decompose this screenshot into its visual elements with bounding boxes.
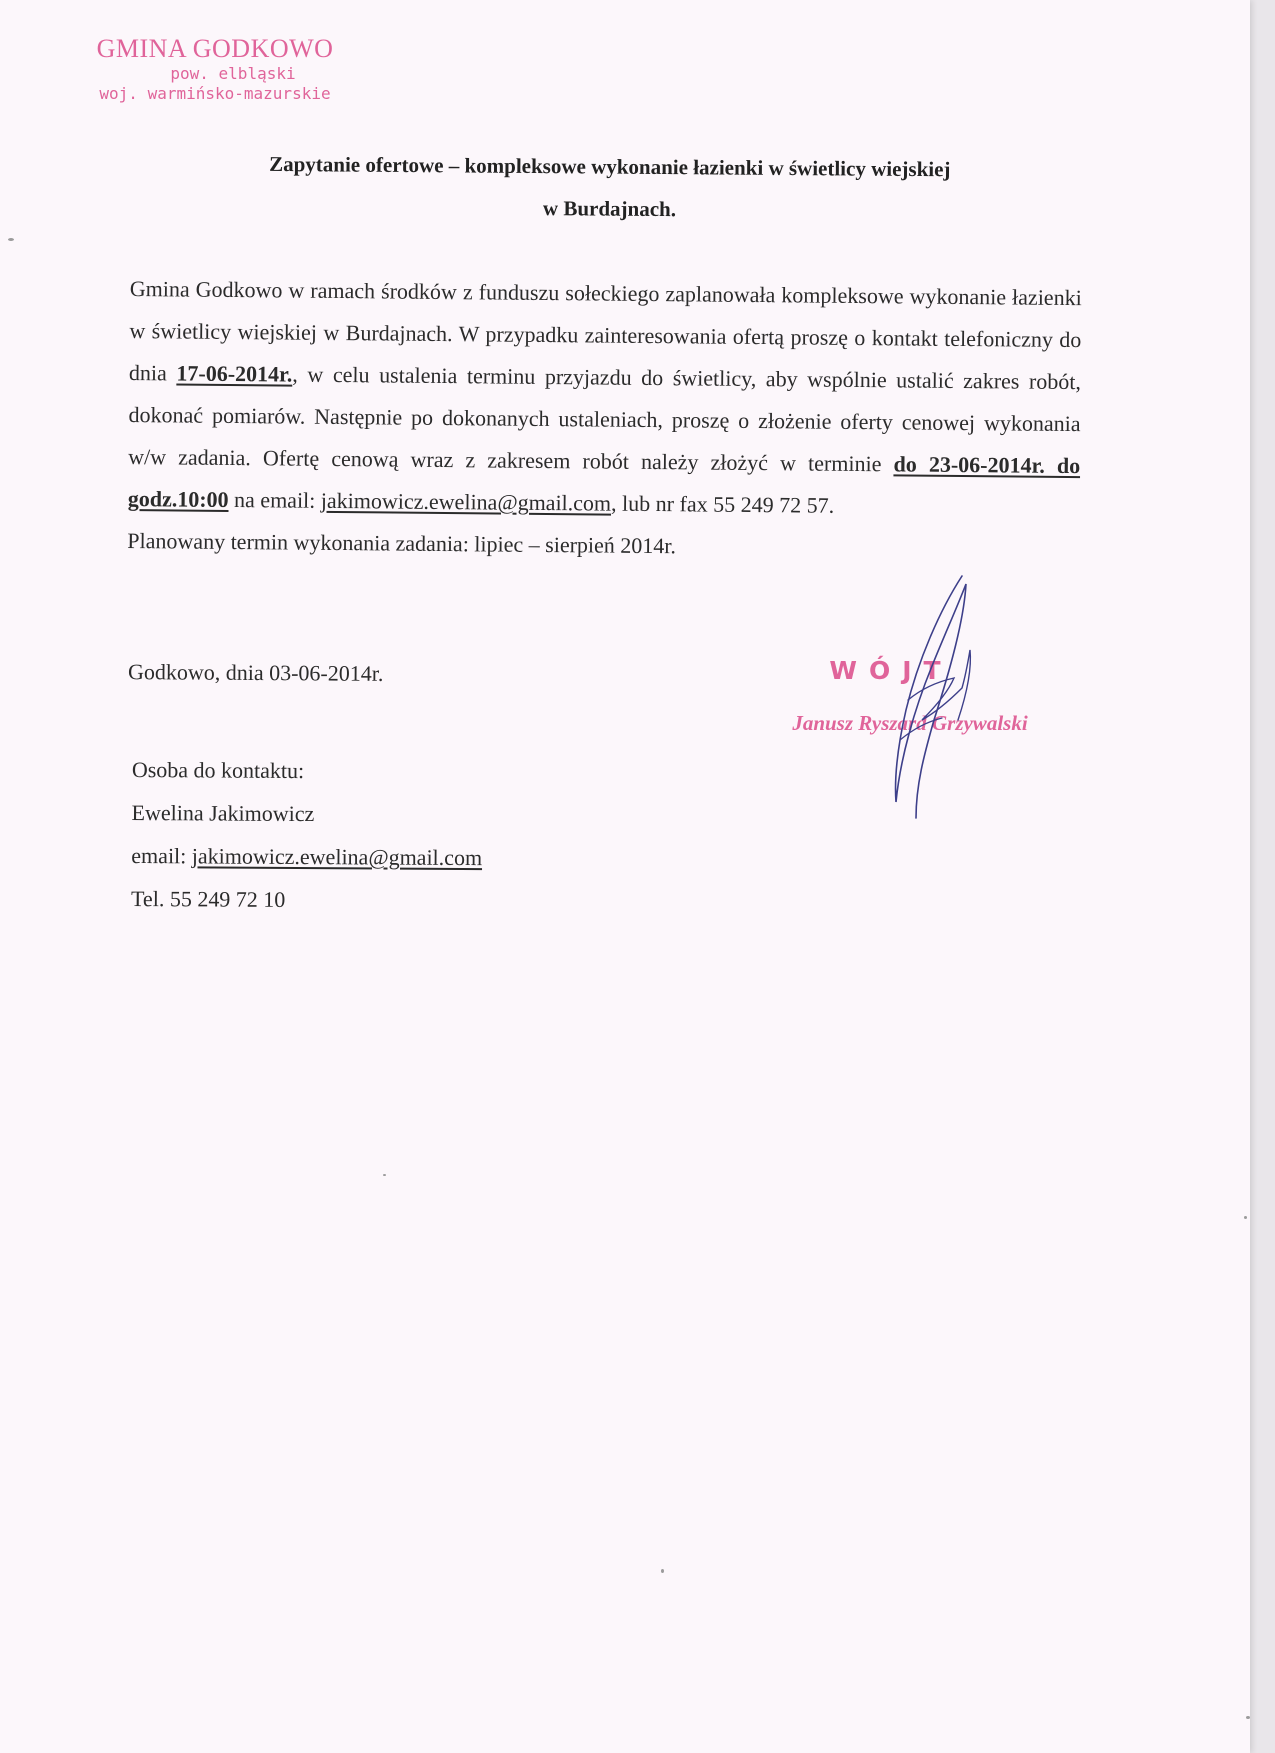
contact-phone: Tel. 55 249 72 10 — [131, 885, 286, 912]
scan-speck — [661, 1569, 664, 1573]
scan-speck — [8, 238, 14, 241]
title-line-1: Zapytanie ofertowe – kompleksowe wykonanie łazienki w świetlicy wiejskiej — [269, 151, 951, 182]
place-and-date: Godkowo, dnia 03-06-2014r. — [127, 659, 384, 686]
body-paragraph-2: Planowany termin wykonania zadania: lipiec – sierpień 2014r. — [127, 527, 677, 559]
contact-email-link[interactable]: jakimowicz.ewelina@gmail.com — [191, 843, 483, 871]
contact-deadline-date: 17-06-2014r. — [176, 360, 293, 387]
body-text-part-d: , lub nr fax 55 249 72 57. — [611, 490, 835, 518]
office-stamp-header — [80, 34, 350, 104]
contact-name: Ewelina Jakimowicz — [131, 799, 315, 827]
offer-email-link[interactable]: jakimowicz.ewelina@gmail.com — [320, 487, 612, 516]
document-title — [149, 142, 1070, 233]
contact-label: Osoba do kontaktu: — [131, 756, 305, 784]
offer-deadline: do 23-06-2014r. do godz.10:00 — [127, 451, 1081, 512]
contact-block — [131, 748, 483, 922]
stamp-name: Janusz Ryszard Grzywalski — [792, 711, 1028, 735]
stamp-voivodeship: woj. warmińsko-mazurskie — [99, 84, 331, 103]
scan-speck — [1244, 1216, 1247, 1219]
contact-email-line — [131, 834, 482, 879]
scan-speck — [1246, 1716, 1250, 1719]
stamp-municipality-name: GMINA GODKOWO — [96, 34, 334, 63]
title-line-2: w Burdajnach. — [542, 196, 677, 222]
document-body — [127, 268, 1082, 571]
body-text-part-b: , w celu ustalenia terminu przyjazdu do świetlicy, aby wspólnie ustalić zakres robót, dokonać pomiarów. Następnie po dokonanych ustaleniach, proszę o złożenie oferty cenowej wykonania w/w zadania. Ofertę cenową wraz z zakresem robót należy złożyć w terminie — [128, 361, 1082, 477]
body-text-part-c: na email: — [228, 486, 321, 513]
handwritten-signature — [870, 570, 990, 830]
scan-speck — [383, 1174, 386, 1176]
body-paragraph-1 — [128, 268, 1082, 529]
stamp-title: WÓJT — [829, 656, 953, 685]
contact-email-label: email: — [131, 842, 192, 869]
stamp-county: pow. elbląski — [170, 64, 296, 83]
body-text-part-a: Gmina Godkowo w ramach środków z funduszu sołeckiego zaplanowała kompleksowe wykonanie łazienki w świetlicy wiejskiej w Burdajnach. W przypadku zainteresowania ofertą proszę o kontakt telefoniczny do dnia — [128, 275, 1082, 386]
